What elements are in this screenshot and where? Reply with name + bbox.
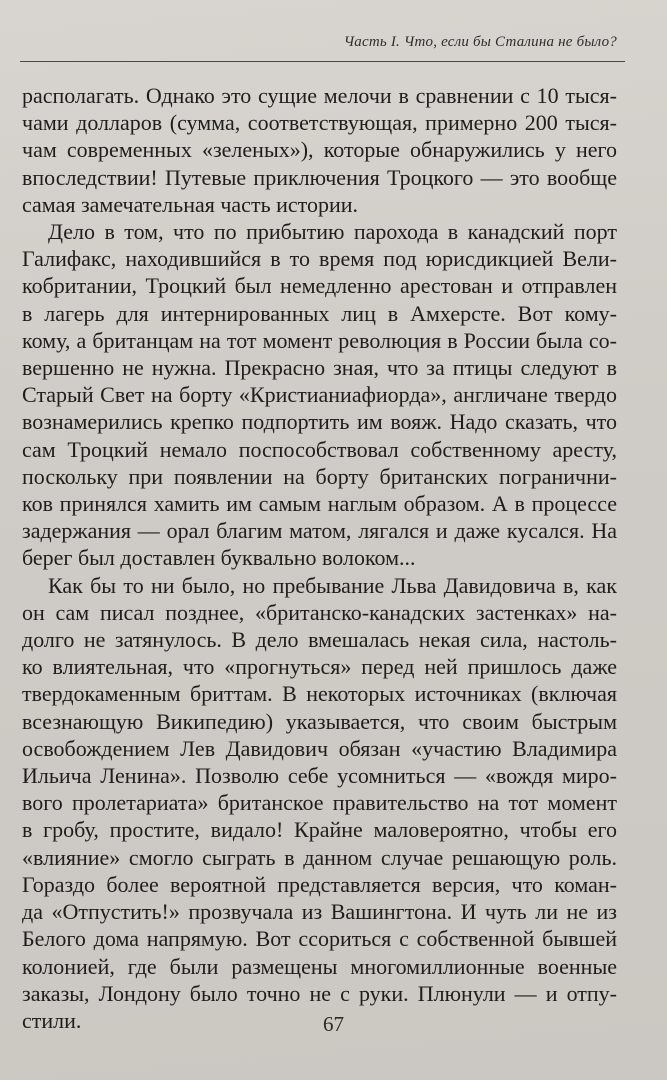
- text-line: чами долларов (сумма, соответствующая, примерно 200 тыся-: [22, 110, 617, 136]
- body-text: [22, 82, 617, 1034]
- text-line: берег был доставлен буквально волоком...: [22, 545, 416, 571]
- text-line: чам современных «зеленых»), которые обнаружились у него: [22, 137, 617, 163]
- text-line: «влияние» смогло сыграть в данном случае решающую роль.: [22, 844, 617, 870]
- paragraph-2: [22, 218, 617, 572]
- text-line: ков принялся хамить им самым наглым образом. А в процессе: [22, 491, 617, 517]
- text-line: сам Троцкий немало поспособствовал собственному аресту,: [22, 436, 617, 462]
- text-line: всезнающую Википедию) указывается, что своим быстрым: [22, 708, 617, 734]
- text-line: заказы, Лондону было точно не с руки. Плюнули — и отпу-: [22, 980, 617, 1006]
- text-line: вознамерились крепко подпортить им вояж. Надо сказать, что: [22, 409, 617, 435]
- text-line: в гробу, простите, видало! Крайне маловероятно, чтобы его: [22, 817, 617, 843]
- text-line: да «Отпустить!» прозвучала из Вашингтона. И чуть ли не из: [22, 899, 617, 925]
- text-line: долго не затянулось. В дело вмешалась некая сила, настоль-: [22, 627, 617, 653]
- page-number: 67: [323, 1012, 344, 1036]
- text-line: Дело в том, что по прибытию парохода в канадский порт: [48, 219, 617, 245]
- text-line: кому, а британцам на тот момент революция в России была со-: [22, 327, 617, 353]
- header-rule: [20, 61, 625, 62]
- text-line: колонией, где были размещены многомиллионные военные: [22, 953, 617, 979]
- text-line: он сам писал позднее, «британско-канадских застенках» на-: [22, 599, 617, 625]
- paragraph-3: [22, 572, 617, 1034]
- text-line: Гораздо более вероятной представляется версия, что коман-: [22, 871, 617, 897]
- text-line: освобождением Лев Давидович обязан «участию Владимира: [22, 735, 617, 761]
- text-line: Как бы то ни было, но пребывание Льва Давидовича в, как: [48, 572, 617, 598]
- text-line: Галифакс, находившийся в то время под юрисдикцией Вели-: [22, 246, 617, 272]
- text-line: самая замечательная часть истории.: [22, 191, 359, 217]
- text-line: Белого дома напрямую. Вот ссориться с собственной бывшей: [22, 926, 617, 952]
- text-line: кобритании, Троцкий был немедленно арестован и отправлен: [22, 273, 617, 299]
- text-line: впоследствии! Путевые приключения Троцкого — это вообще: [22, 164, 617, 190]
- text-line: Ильича Ленина». Позволю себе усомниться — «вождя миро-: [22, 763, 617, 789]
- text-line: задержания — орал благим матом, лягался и даже кусался. На: [22, 518, 617, 544]
- text-line: вого пролетариата» британское правительство на тот момент: [22, 790, 617, 816]
- paragraph-1: [22, 82, 617, 218]
- text-line: располагать. Однако это сущие мелочи в сравнении с 10 тыся-: [22, 83, 617, 108]
- text-line: вершенно не нужна. Прекрасно зная, что за птицы следуют в: [22, 355, 617, 381]
- text-line: в лагерь для интернированных лиц в Амхерсте. Вот кому-: [22, 300, 617, 326]
- text-line: Старый Свет на борту «Кристианиафиорда», англичане твердо: [22, 382, 617, 408]
- text-line: ко влиятельная, что «прогнуться» перед ней пришлось даже: [22, 654, 617, 680]
- running-header: Часть I. Что, если бы Сталина не было?: [343, 34, 617, 50]
- text-line: стили.: [22, 1007, 82, 1033]
- text-line: поскольку при появлении на борту британских погранични-: [22, 463, 617, 489]
- text-line: твердокаменным бриттам. В некоторых источниках (включая: [22, 681, 617, 707]
